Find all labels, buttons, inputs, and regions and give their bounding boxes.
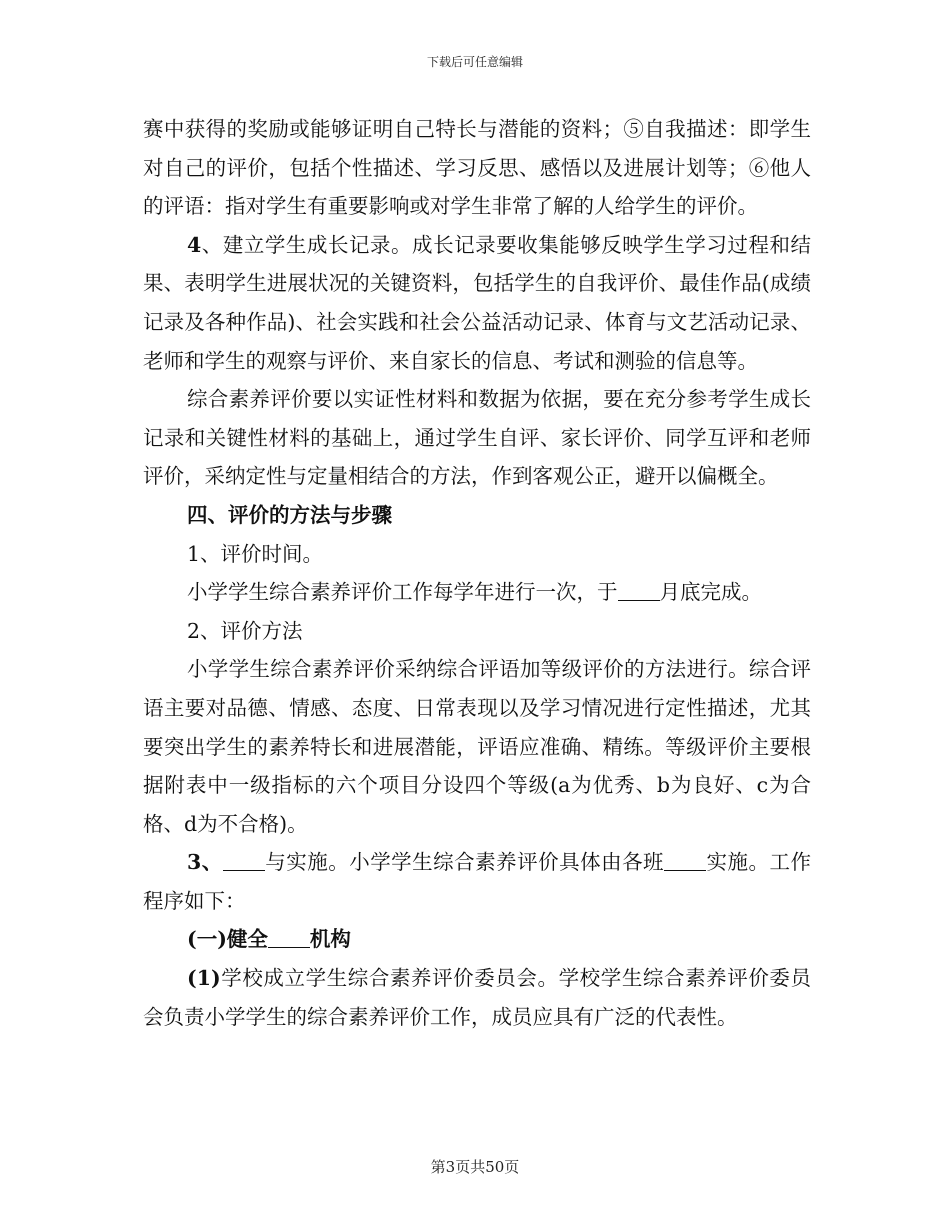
heading-text: 机构 xyxy=(309,927,351,952)
item-number: 3、 xyxy=(187,850,223,875)
page-header: 下载后可任意编辑 xyxy=(426,55,523,69)
heading-text: (一)健全 xyxy=(187,927,268,952)
paragraph-text: 学校成立学生综合素养评价委员会。学校学生综合素养评价委员会负责小学学生的综合素养评价工作，成员应具有广泛的代表性。 xyxy=(143,966,811,1029)
fill-blank xyxy=(664,850,706,872)
paragraph-evaluation-time xyxy=(143,573,811,612)
paragraph-implementation xyxy=(143,843,811,920)
paragraph-text: 、建立学生成长记录。成长记录要收集能够反映学生学习过程和结果、表明学生进展状况的关键资料，包括学生的自我评价、最佳作品(成绩记录及各种作品)、社会实践和社会公益活动记录、体育与文艺活动记录、老师和学生的观察与评价、来自家长的信息、考试和测验的信息等。 xyxy=(143,232,811,373)
document-body xyxy=(143,110,811,1036)
item-number: (1) xyxy=(187,966,221,991)
paragraph-evaluation-method: 小学学生综合素养评价采纳综合评语加等级评价的方法进行。综合评语主要对品德、情感、态度、日常表现以及学习情况进行定性描述，尤其要突出学生的素养特长和进展潜能，评语应准确、精练。等级评价主要根据附表中一级指标的六个项目分设四个等级(a为优秀、b为良好、c为合格、d为不合格)。 xyxy=(143,657,811,836)
fill-blank xyxy=(618,580,660,602)
page-footer: 第3页共50页 xyxy=(430,1158,520,1176)
paragraph-evidence-based: 综合素养评价要以实证性材料和数据为依据，要在充分参考学生成长记录和关键性材料的基础上，通过学生自评、家长评价、同学互评和老师评价，采纳定性与定量相结合的方法，作到客观公正，避开以偏概全。 xyxy=(143,387,811,489)
section-heading-methods: 四、评价的方法与步骤 xyxy=(187,502,392,527)
paragraph-text: 实施。工作程序如下： xyxy=(143,850,812,913)
paragraph-text: 小学学生综合素养评价工作每学年进行一次，于 xyxy=(187,580,618,605)
subheading-evaluation-time: 1、评价时间。 xyxy=(187,541,324,566)
item-number: 4 xyxy=(187,232,202,257)
fill-blank xyxy=(223,850,265,872)
paragraph-text: 与实施。小学学生综合素养评价具体由各班 xyxy=(264,850,665,875)
fill-blank xyxy=(268,927,310,949)
paragraph-continuation: 赛中获得的奖励或能够证明自己特长与潜能的资料；⑤自我描述：即学生对自己的评价，包括个性描述、学习反思、感悟以及进展计划等；⑥他人的评语：指对学生有重要影响或对学生非常了解的人给学生的评价。 xyxy=(143,117,811,219)
subheading-evaluation-method: 2、评价方法 xyxy=(187,618,303,643)
paragraph-committee xyxy=(143,959,811,1036)
paragraph-growth-record xyxy=(143,226,811,380)
subheading-organization xyxy=(143,920,811,959)
paragraph-text: 月底完成。 xyxy=(659,580,762,605)
